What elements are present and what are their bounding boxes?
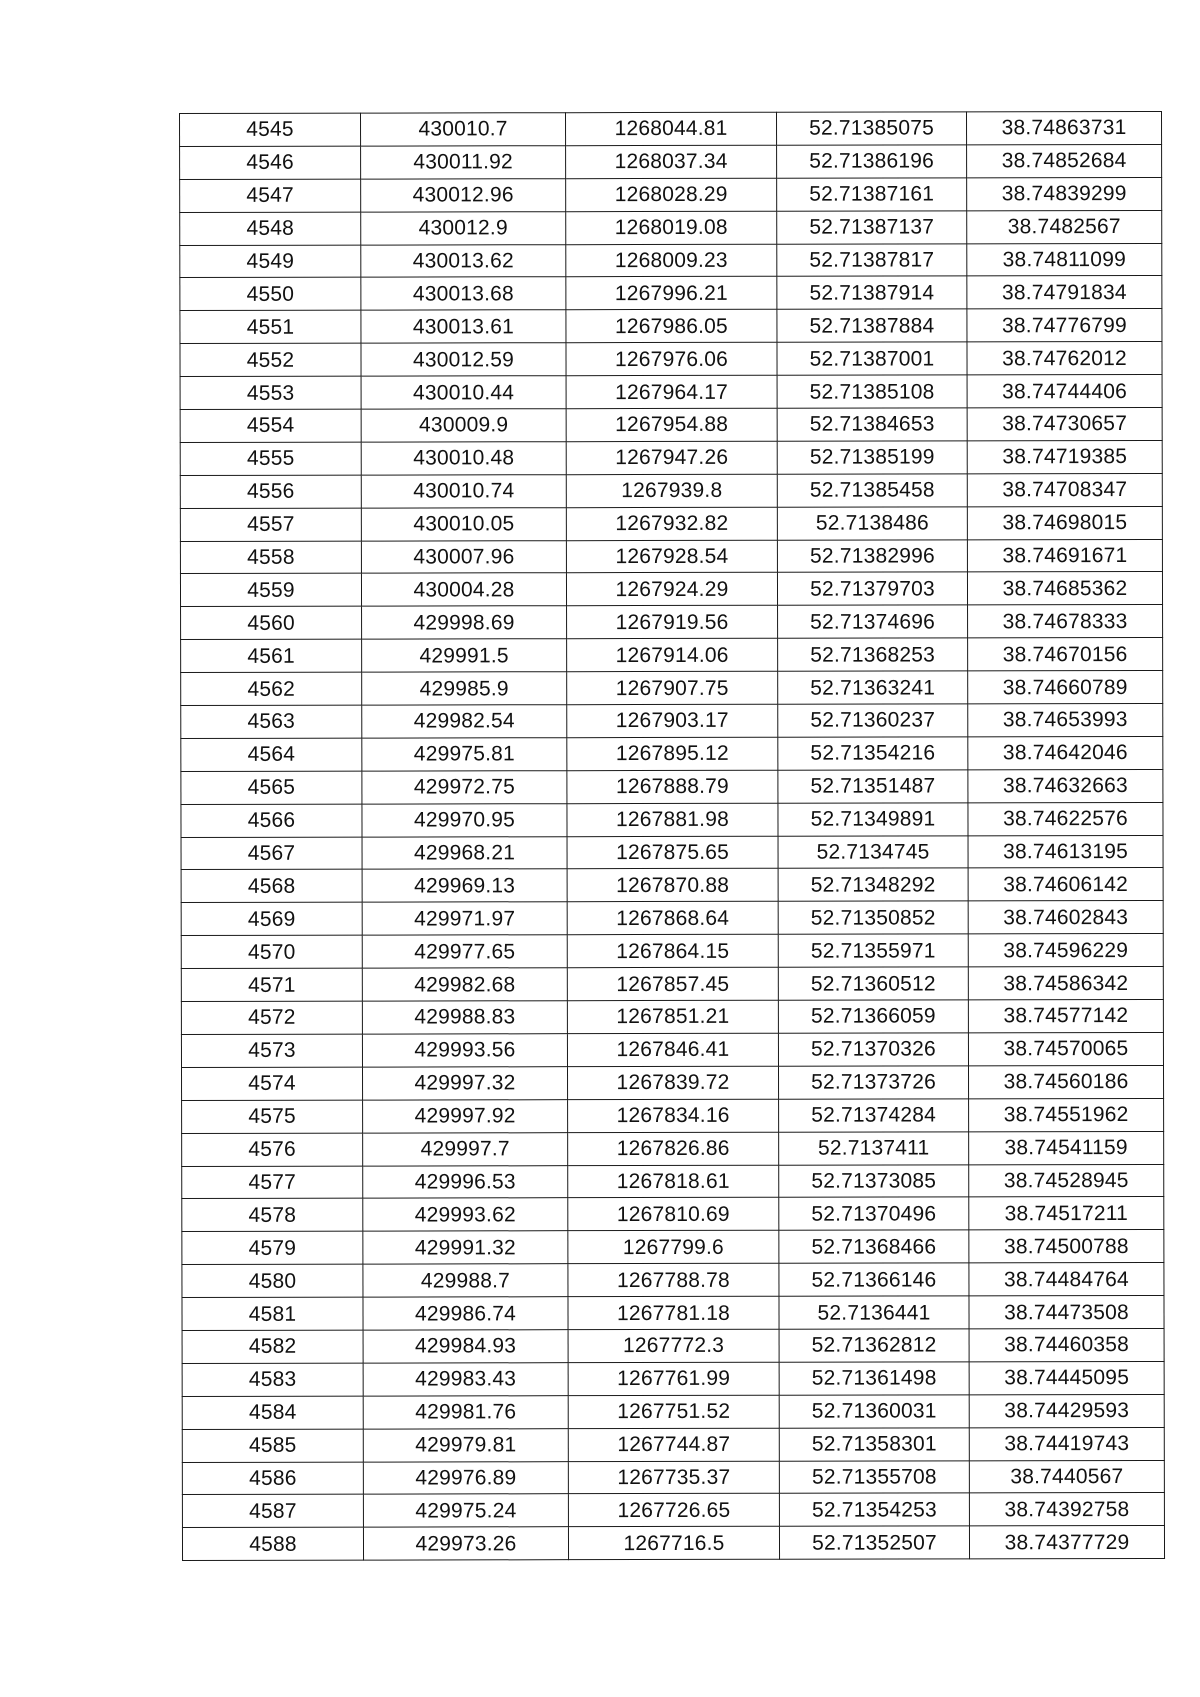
y-coordinate-cell: 1267932.82 (566, 507, 777, 540)
latitude-cell: 52.71384653 (777, 408, 967, 441)
y-coordinate-cell: 1267851.21 (567, 1000, 778, 1033)
point-number-cell: 4576 (182, 1133, 363, 1166)
point-number-cell: 4566 (181, 804, 362, 837)
point-number-cell: 4586 (182, 1462, 363, 1495)
latitude-cell: 52.7138486 (777, 507, 967, 540)
y-coordinate-cell: 1268028.29 (566, 178, 777, 211)
x-coordinate-cell: 430012.96 (361, 178, 566, 211)
table-row (180, 375, 1162, 410)
table-row (181, 671, 1163, 706)
latitude-cell: 52.71370496 (779, 1197, 969, 1230)
x-coordinate-cell: 429997.92 (363, 1099, 568, 1132)
table-row (180, 342, 1162, 377)
latitude-cell: 52.71368253 (778, 638, 968, 671)
longitude-cell: 38.74570065 (968, 1032, 1163, 1065)
latitude-cell: 52.71387884 (777, 309, 967, 342)
latitude-cell: 52.71373085 (779, 1164, 969, 1197)
table-row (180, 473, 1162, 508)
latitude-cell: 52.71379703 (777, 572, 967, 605)
point-number-cell: 4578 (182, 1199, 363, 1232)
latitude-cell: 52.71363241 (778, 671, 968, 704)
longitude-cell: 38.74730657 (967, 407, 1162, 440)
y-coordinate-cell: 1267716.5 (568, 1527, 779, 1560)
point-number-cell: 4569 (181, 902, 362, 935)
table-row (182, 1394, 1164, 1429)
longitude-cell: 38.74517211 (969, 1197, 1164, 1230)
table-row (182, 1526, 1164, 1561)
y-coordinate-cell: 1267964.17 (566, 375, 777, 408)
y-coordinate-cell: 1267751.52 (568, 1395, 779, 1428)
point-number-cell: 4549 (180, 245, 361, 278)
point-number-cell: 4557 (180, 508, 361, 541)
longitude-cell: 38.74429593 (969, 1394, 1164, 1427)
longitude-cell: 38.74685362 (967, 572, 1162, 605)
longitude-cell: 38.74500788 (969, 1230, 1164, 1263)
y-coordinate-cell: 1267810.69 (568, 1198, 779, 1231)
point-number-cell: 4581 (182, 1297, 363, 1330)
x-coordinate-cell: 429985.9 (362, 672, 567, 705)
latitude-cell: 52.71385108 (777, 375, 967, 408)
y-coordinate-cell: 1267888.79 (567, 770, 778, 803)
table-row (182, 1131, 1164, 1166)
table-row (180, 407, 1162, 442)
x-coordinate-cell: 429977.65 (362, 935, 567, 968)
table-row (181, 967, 1163, 1002)
latitude-cell: 52.71354253 (779, 1493, 969, 1526)
y-coordinate-cell: 1267868.64 (567, 902, 778, 935)
y-coordinate-cell: 1267907.75 (567, 671, 778, 704)
x-coordinate-cell: 430010.74 (361, 474, 566, 507)
y-coordinate-cell: 1267895.12 (567, 737, 778, 770)
y-coordinate-cell: 1268019.08 (566, 211, 777, 244)
x-coordinate-cell: 429991.5 (362, 639, 567, 672)
table-row (180, 243, 1162, 278)
table-row (181, 638, 1163, 673)
longitude-cell: 38.74460358 (969, 1328, 1164, 1361)
y-coordinate-cell: 1267826.86 (568, 1132, 779, 1165)
latitude-cell: 52.71387161 (777, 178, 967, 211)
latitude-cell: 52.71382996 (777, 539, 967, 572)
y-coordinate-cell: 1267903.17 (567, 704, 778, 737)
y-coordinate-cell: 1267924.29 (566, 573, 777, 606)
point-number-cell: 4582 (182, 1330, 363, 1363)
latitude-cell: 52.71374696 (778, 605, 968, 638)
point-number-cell: 4561 (181, 639, 362, 672)
table-row (180, 506, 1162, 541)
point-number-cell: 4564 (181, 738, 362, 771)
latitude-cell: 52.71374284 (779, 1099, 969, 1132)
point-number-cell: 4546 (180, 146, 361, 179)
longitude-cell: 38.74613195 (968, 835, 1163, 868)
longitude-cell: 38.74719385 (967, 440, 1162, 473)
y-coordinate-cell: 1267976.06 (566, 342, 777, 375)
coordinates-table (179, 111, 1165, 1561)
x-coordinate-cell: 429981.76 (363, 1395, 568, 1428)
x-coordinate-cell: 429993.62 (363, 1198, 568, 1231)
y-coordinate-cell: 1267914.06 (567, 638, 778, 671)
longitude-cell: 38.74811099 (967, 243, 1162, 276)
latitude-cell: 52.71355708 (779, 1460, 969, 1493)
y-coordinate-cell: 1267818.61 (568, 1165, 779, 1198)
latitude-cell: 52.71387001 (777, 342, 967, 375)
latitude-cell: 52.71351487 (778, 770, 968, 803)
table-row (180, 440, 1162, 475)
y-coordinate-cell: 1267839.72 (567, 1066, 778, 1099)
longitude-cell: 38.74528945 (969, 1164, 1164, 1197)
y-coordinate-cell: 1267954.88 (566, 408, 777, 441)
latitude-cell: 52.71373726 (778, 1066, 968, 1099)
table-row (180, 144, 1162, 179)
point-number-cell: 4571 (181, 968, 362, 1001)
x-coordinate-cell: 429971.97 (362, 902, 567, 935)
y-coordinate-cell: 1267788.78 (568, 1263, 779, 1296)
longitude-cell: 38.74622576 (968, 802, 1163, 835)
longitude-cell: 38.74596229 (968, 934, 1163, 967)
longitude-cell: 38.74602843 (968, 901, 1163, 934)
longitude-cell: 38.74839299 (967, 177, 1162, 210)
point-number-cell: 4568 (181, 870, 362, 903)
latitude-cell: 52.71360031 (779, 1395, 969, 1428)
y-coordinate-cell: 1267986.05 (566, 310, 777, 343)
y-coordinate-cell: 1268044.81 (566, 112, 777, 145)
point-number-cell: 4565 (181, 771, 362, 804)
longitude-cell: 38.74863731 (966, 111, 1161, 144)
latitude-cell: 52.71350852 (778, 901, 968, 934)
longitude-cell: 38.74577142 (968, 999, 1163, 1032)
point-number-cell: 4572 (181, 1001, 362, 1034)
x-coordinate-cell: 429988.7 (363, 1264, 568, 1297)
table-row (182, 1427, 1164, 1462)
table-row (180, 276, 1162, 311)
longitude-cell: 38.74691671 (967, 539, 1162, 572)
latitude-cell: 52.71370326 (778, 1033, 968, 1066)
x-coordinate-cell: 430009.9 (361, 409, 566, 442)
table-row (181, 835, 1163, 870)
table-row (181, 802, 1163, 837)
point-number-cell: 4585 (182, 1429, 363, 1462)
latitude-cell: 52.7136441 (779, 1296, 969, 1329)
table-row (181, 901, 1163, 936)
y-coordinate-cell: 1267870.88 (567, 869, 778, 902)
point-number-cell: 4573 (181, 1034, 362, 1067)
latitude-cell: 52.71354216 (778, 737, 968, 770)
table-row (180, 210, 1162, 245)
longitude-cell: 38.74852684 (967, 144, 1162, 177)
table-row (181, 703, 1163, 738)
x-coordinate-cell: 429998.69 (362, 606, 567, 639)
longitude-cell: 38.74660789 (968, 671, 1163, 704)
latitude-cell: 52.71368466 (779, 1230, 969, 1263)
y-coordinate-cell: 1267744.87 (568, 1428, 779, 1461)
x-coordinate-cell: 429975.24 (363, 1494, 568, 1527)
point-number-cell: 4547 (180, 179, 361, 212)
table-row (182, 1098, 1164, 1133)
longitude-cell: 38.74642046 (968, 736, 1163, 769)
x-coordinate-cell: 430007.96 (361, 540, 566, 573)
x-coordinate-cell: 429997.7 (363, 1132, 568, 1165)
table-row (181, 1065, 1163, 1100)
point-number-cell: 4580 (182, 1264, 363, 1297)
y-coordinate-cell: 1267772.3 (568, 1329, 779, 1362)
point-number-cell: 4550 (180, 278, 361, 311)
latitude-cell: 52.71366059 (778, 1000, 968, 1033)
x-coordinate-cell: 430012.59 (361, 343, 566, 376)
point-number-cell: 4584 (182, 1396, 363, 1429)
longitude-cell: 38.74678333 (968, 605, 1163, 638)
latitude-cell: 52.71349891 (778, 803, 968, 836)
y-coordinate-cell: 1267781.18 (568, 1296, 779, 1329)
latitude-cell: 52.71366146 (779, 1263, 969, 1296)
x-coordinate-cell: 430010.05 (361, 507, 566, 540)
x-coordinate-cell: 429983.43 (363, 1363, 568, 1396)
point-number-cell: 4551 (180, 310, 361, 343)
table-row (182, 1197, 1164, 1232)
y-coordinate-cell: 1267864.15 (567, 935, 778, 968)
y-coordinate-cell: 1267761.99 (568, 1362, 779, 1395)
point-number-cell: 4559 (180, 574, 361, 607)
table-row (180, 111, 1162, 146)
point-number-cell: 4545 (180, 113, 361, 146)
y-coordinate-cell: 1267857.45 (567, 967, 778, 1000)
table-row (181, 1032, 1163, 1067)
x-coordinate-cell: 429996.53 (363, 1165, 568, 1198)
longitude-cell: 38.74473508 (969, 1296, 1164, 1329)
point-number-cell: 4567 (181, 837, 362, 870)
point-number-cell: 4575 (182, 1100, 363, 1133)
y-coordinate-cell: 1267919.56 (567, 606, 778, 639)
longitude-cell: 38.74606142 (968, 868, 1163, 901)
x-coordinate-cell: 430013.61 (361, 310, 566, 343)
x-coordinate-cell: 430010.7 (361, 113, 566, 146)
latitude-cell: 52.71385075 (776, 112, 966, 145)
table-row (182, 1493, 1164, 1528)
x-coordinate-cell: 430010.44 (361, 376, 566, 409)
table-row (181, 736, 1163, 771)
x-coordinate-cell: 429972.75 (362, 771, 567, 804)
latitude-cell: 52.71387817 (777, 243, 967, 276)
table-row (180, 309, 1162, 344)
point-number-cell: 4574 (181, 1067, 362, 1100)
table-row (181, 934, 1163, 969)
x-coordinate-cell: 430013.62 (361, 244, 566, 277)
longitude-cell: 38.7440567 (969, 1460, 1164, 1493)
longitude-cell: 38.74377729 (969, 1526, 1164, 1559)
latitude-cell: 52.71348292 (778, 868, 968, 901)
y-coordinate-cell: 1267881.98 (567, 803, 778, 836)
longitude-cell: 38.74698015 (967, 506, 1162, 539)
longitude-cell: 38.74551962 (969, 1098, 1164, 1131)
coordinates-table-body (180, 111, 1165, 1560)
x-coordinate-cell: 430013.68 (361, 277, 566, 310)
y-coordinate-cell: 1267834.16 (568, 1099, 779, 1132)
longitude-cell: 38.74560186 (968, 1065, 1163, 1098)
latitude-cell: 52.71352507 (779, 1526, 969, 1559)
x-coordinate-cell: 430010.48 (361, 442, 566, 475)
y-coordinate-cell: 1267928.54 (566, 540, 777, 573)
longitude-cell: 38.74776799 (967, 309, 1162, 342)
table-row (182, 1296, 1164, 1331)
longitude-cell: 38.74708347 (967, 473, 1162, 506)
y-coordinate-cell: 1267996.21 (566, 277, 777, 310)
longitude-cell: 38.74484764 (969, 1263, 1164, 1296)
latitude-cell: 52.71387914 (777, 276, 967, 309)
table-row (181, 999, 1163, 1034)
table-row (182, 1230, 1164, 1265)
table-row (182, 1263, 1164, 1298)
point-number-cell: 4548 (180, 212, 361, 245)
point-number-cell: 4583 (182, 1363, 363, 1396)
table-row (180, 177, 1162, 212)
x-coordinate-cell: 429976.89 (363, 1461, 568, 1494)
point-number-cell: 4552 (180, 343, 361, 376)
x-coordinate-cell: 429991.32 (363, 1231, 568, 1264)
y-coordinate-cell: 1267846.41 (567, 1033, 778, 1066)
x-coordinate-cell: 429997.32 (362, 1067, 567, 1100)
x-coordinate-cell: 429968.21 (362, 836, 567, 869)
x-coordinate-cell: 429982.68 (362, 968, 567, 1001)
table-row (182, 1164, 1164, 1199)
y-coordinate-cell: 1267799.6 (568, 1231, 779, 1264)
latitude-cell: 52.7137411 (779, 1131, 969, 1164)
point-number-cell: 4558 (180, 541, 361, 574)
y-coordinate-cell: 1267735.37 (568, 1461, 779, 1494)
longitude-cell: 38.74586342 (968, 967, 1163, 1000)
longitude-cell: 38.74670156 (968, 638, 1163, 671)
x-coordinate-cell: 429969.13 (362, 869, 567, 902)
latitude-cell: 52.71385199 (777, 441, 967, 474)
longitude-cell: 38.74419743 (969, 1427, 1164, 1460)
y-coordinate-cell: 1267939.8 (566, 474, 777, 507)
longitude-cell: 38.74762012 (967, 342, 1162, 375)
table-row (182, 1460, 1164, 1495)
point-number-cell: 4553 (180, 376, 361, 409)
latitude-cell: 52.71385458 (777, 474, 967, 507)
x-coordinate-cell: 429986.74 (363, 1297, 568, 1330)
x-coordinate-cell: 429984.93 (363, 1330, 568, 1363)
y-coordinate-cell: 1268009.23 (566, 244, 777, 277)
point-number-cell: 4554 (180, 409, 361, 442)
point-number-cell: 4556 (180, 475, 361, 508)
latitude-cell: 52.71355971 (778, 934, 968, 967)
latitude-cell: 52.71361498 (779, 1362, 969, 1395)
latitude-cell: 52.71358301 (779, 1427, 969, 1460)
longitude-cell: 38.74445095 (969, 1361, 1164, 1394)
x-coordinate-cell: 429973.26 (363, 1527, 568, 1560)
latitude-cell: 52.71386196 (777, 145, 967, 178)
point-number-cell: 4588 (182, 1527, 363, 1560)
point-number-cell: 4579 (182, 1231, 363, 1264)
y-coordinate-cell: 1268037.34 (566, 145, 777, 178)
point-number-cell: 4563 (181, 705, 362, 738)
x-coordinate-cell: 430011.92 (361, 146, 566, 179)
longitude-cell: 38.74653993 (968, 703, 1163, 736)
latitude-cell: 52.71362812 (779, 1329, 969, 1362)
table-row (181, 868, 1163, 903)
point-number-cell: 4577 (182, 1166, 363, 1199)
latitude-cell: 52.71360512 (778, 967, 968, 1000)
longitude-cell: 38.74392758 (969, 1493, 1164, 1526)
x-coordinate-cell: 429979.81 (363, 1428, 568, 1461)
y-coordinate-cell: 1267726.65 (568, 1494, 779, 1527)
longitude-cell: 38.74744406 (967, 375, 1162, 408)
x-coordinate-cell: 429970.95 (362, 803, 567, 836)
table-row (181, 605, 1163, 640)
latitude-cell: 52.7134745 (778, 835, 968, 868)
point-number-cell: 4560 (181, 606, 362, 639)
x-coordinate-cell: 430012.9 (361, 211, 566, 244)
x-coordinate-cell: 429993.56 (362, 1034, 567, 1067)
longitude-cell: 38.74791834 (967, 276, 1162, 309)
point-number-cell: 4587 (182, 1495, 363, 1528)
table-row (180, 539, 1162, 574)
x-coordinate-cell: 429975.81 (362, 738, 567, 771)
table-row (181, 769, 1163, 804)
x-coordinate-cell: 430004.28 (361, 573, 566, 606)
table-row (182, 1328, 1164, 1363)
longitude-cell: 38.74541159 (969, 1131, 1164, 1164)
point-number-cell: 4562 (181, 672, 362, 705)
x-coordinate-cell: 429982.54 (362, 705, 567, 738)
x-coordinate-cell: 429988.83 (362, 1001, 567, 1034)
point-number-cell: 4555 (180, 442, 361, 475)
latitude-cell: 52.71387137 (777, 211, 967, 244)
table-row (182, 1361, 1164, 1396)
y-coordinate-cell: 1267875.65 (567, 836, 778, 869)
latitude-cell: 52.71360237 (778, 704, 968, 737)
y-coordinate-cell: 1267947.26 (566, 441, 777, 474)
longitude-cell: 38.7482567 (967, 210, 1162, 243)
longitude-cell: 38.74632663 (968, 769, 1163, 802)
point-number-cell: 4570 (181, 935, 362, 968)
table-row (180, 572, 1162, 607)
